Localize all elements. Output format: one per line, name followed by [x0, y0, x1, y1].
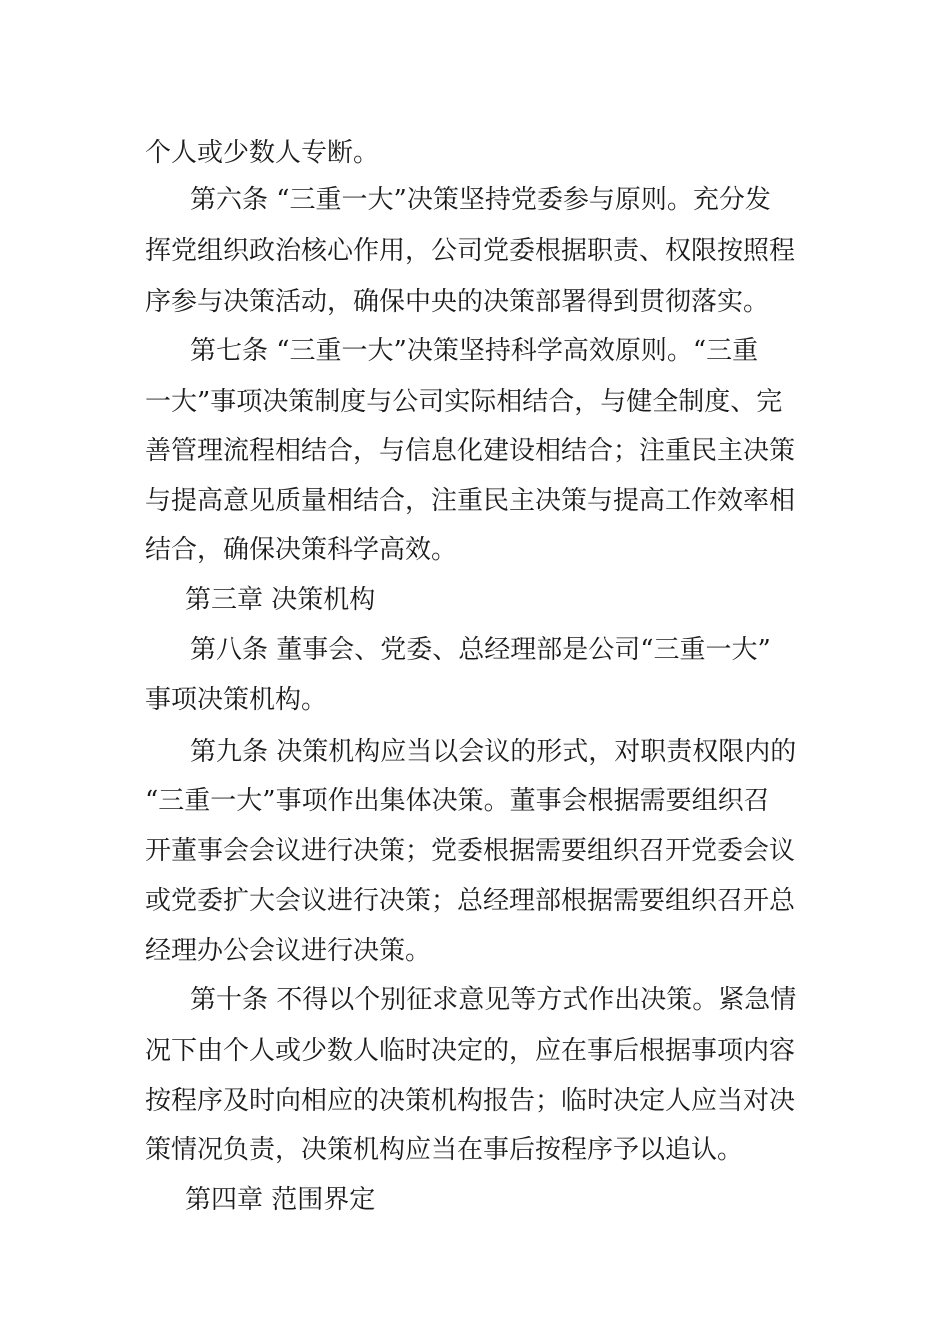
article-9-line-5: 经理办公会议进行决策。	[145, 936, 432, 966]
article-10-line-1: 第十条 不得以个别征求意见等方式作出决策。紧急情	[190, 985, 797, 1015]
article-10-line-4: 策情况负责，决策机构应当在事后按程序予以追认。	[145, 1135, 744, 1165]
article-9-line-4: 或党委扩大会议进行决策；总经理部根据需要组织召开总	[145, 886, 796, 916]
article-9-line-2: “三重一大”事项作出集体决策。董事会根据需要组织召	[145, 786, 770, 816]
article-6-line-3: 序参与决策活动，确保中央的决策部署得到贯彻落实。	[145, 287, 770, 317]
chapter-3-heading: 第三章 决策机构	[185, 585, 376, 615]
article-6-line-2: 挥党组织政治核心作用，公司党委根据职责、权限按照程	[145, 236, 796, 266]
article-8-line-1: 第八条 董事会、党委、总经理部是公司“三重一大”	[190, 635, 771, 665]
article-9-line-1: 第九条 决策机构应当以会议的形式，对职责权限内的	[190, 737, 797, 767]
article-8-line-2: 事项决策机构。	[145, 685, 328, 715]
article-10-line-3: 按程序及时向相应的决策机构报告；临时决定人应当对决	[145, 1086, 796, 1116]
article-7-line-1: 第七条 “三重一大”决策坚持科学高效原则。“三重	[190, 336, 759, 366]
article-7-line-2: 一大”事项决策制度与公司实际相结合，与健全制度、完	[145, 387, 783, 417]
article-9-line-3: 开董事会会议进行决策；党委根据需要组织召开党委会议	[145, 836, 796, 866]
chapter-4-heading: 第四章 范围界定	[185, 1185, 376, 1215]
article-10-line-2: 况下由个人或少数人临时决定的，应在事后根据事项内容	[145, 1036, 796, 1066]
article-6-line-1: 第六条 “三重一大”决策坚持党委参与原则。充分发	[190, 185, 771, 215]
article-7-line-3: 善管理流程相结合，与信息化建设相结合；注重民主决策	[145, 436, 796, 466]
article-7-line-4: 与提高意见质量相结合，注重民主决策与提高工作效率相	[145, 486, 796, 516]
text-line-1: 个人或少数人专断。	[145, 138, 380, 168]
article-7-line-5: 结合，确保决策科学高效。	[145, 535, 458, 565]
